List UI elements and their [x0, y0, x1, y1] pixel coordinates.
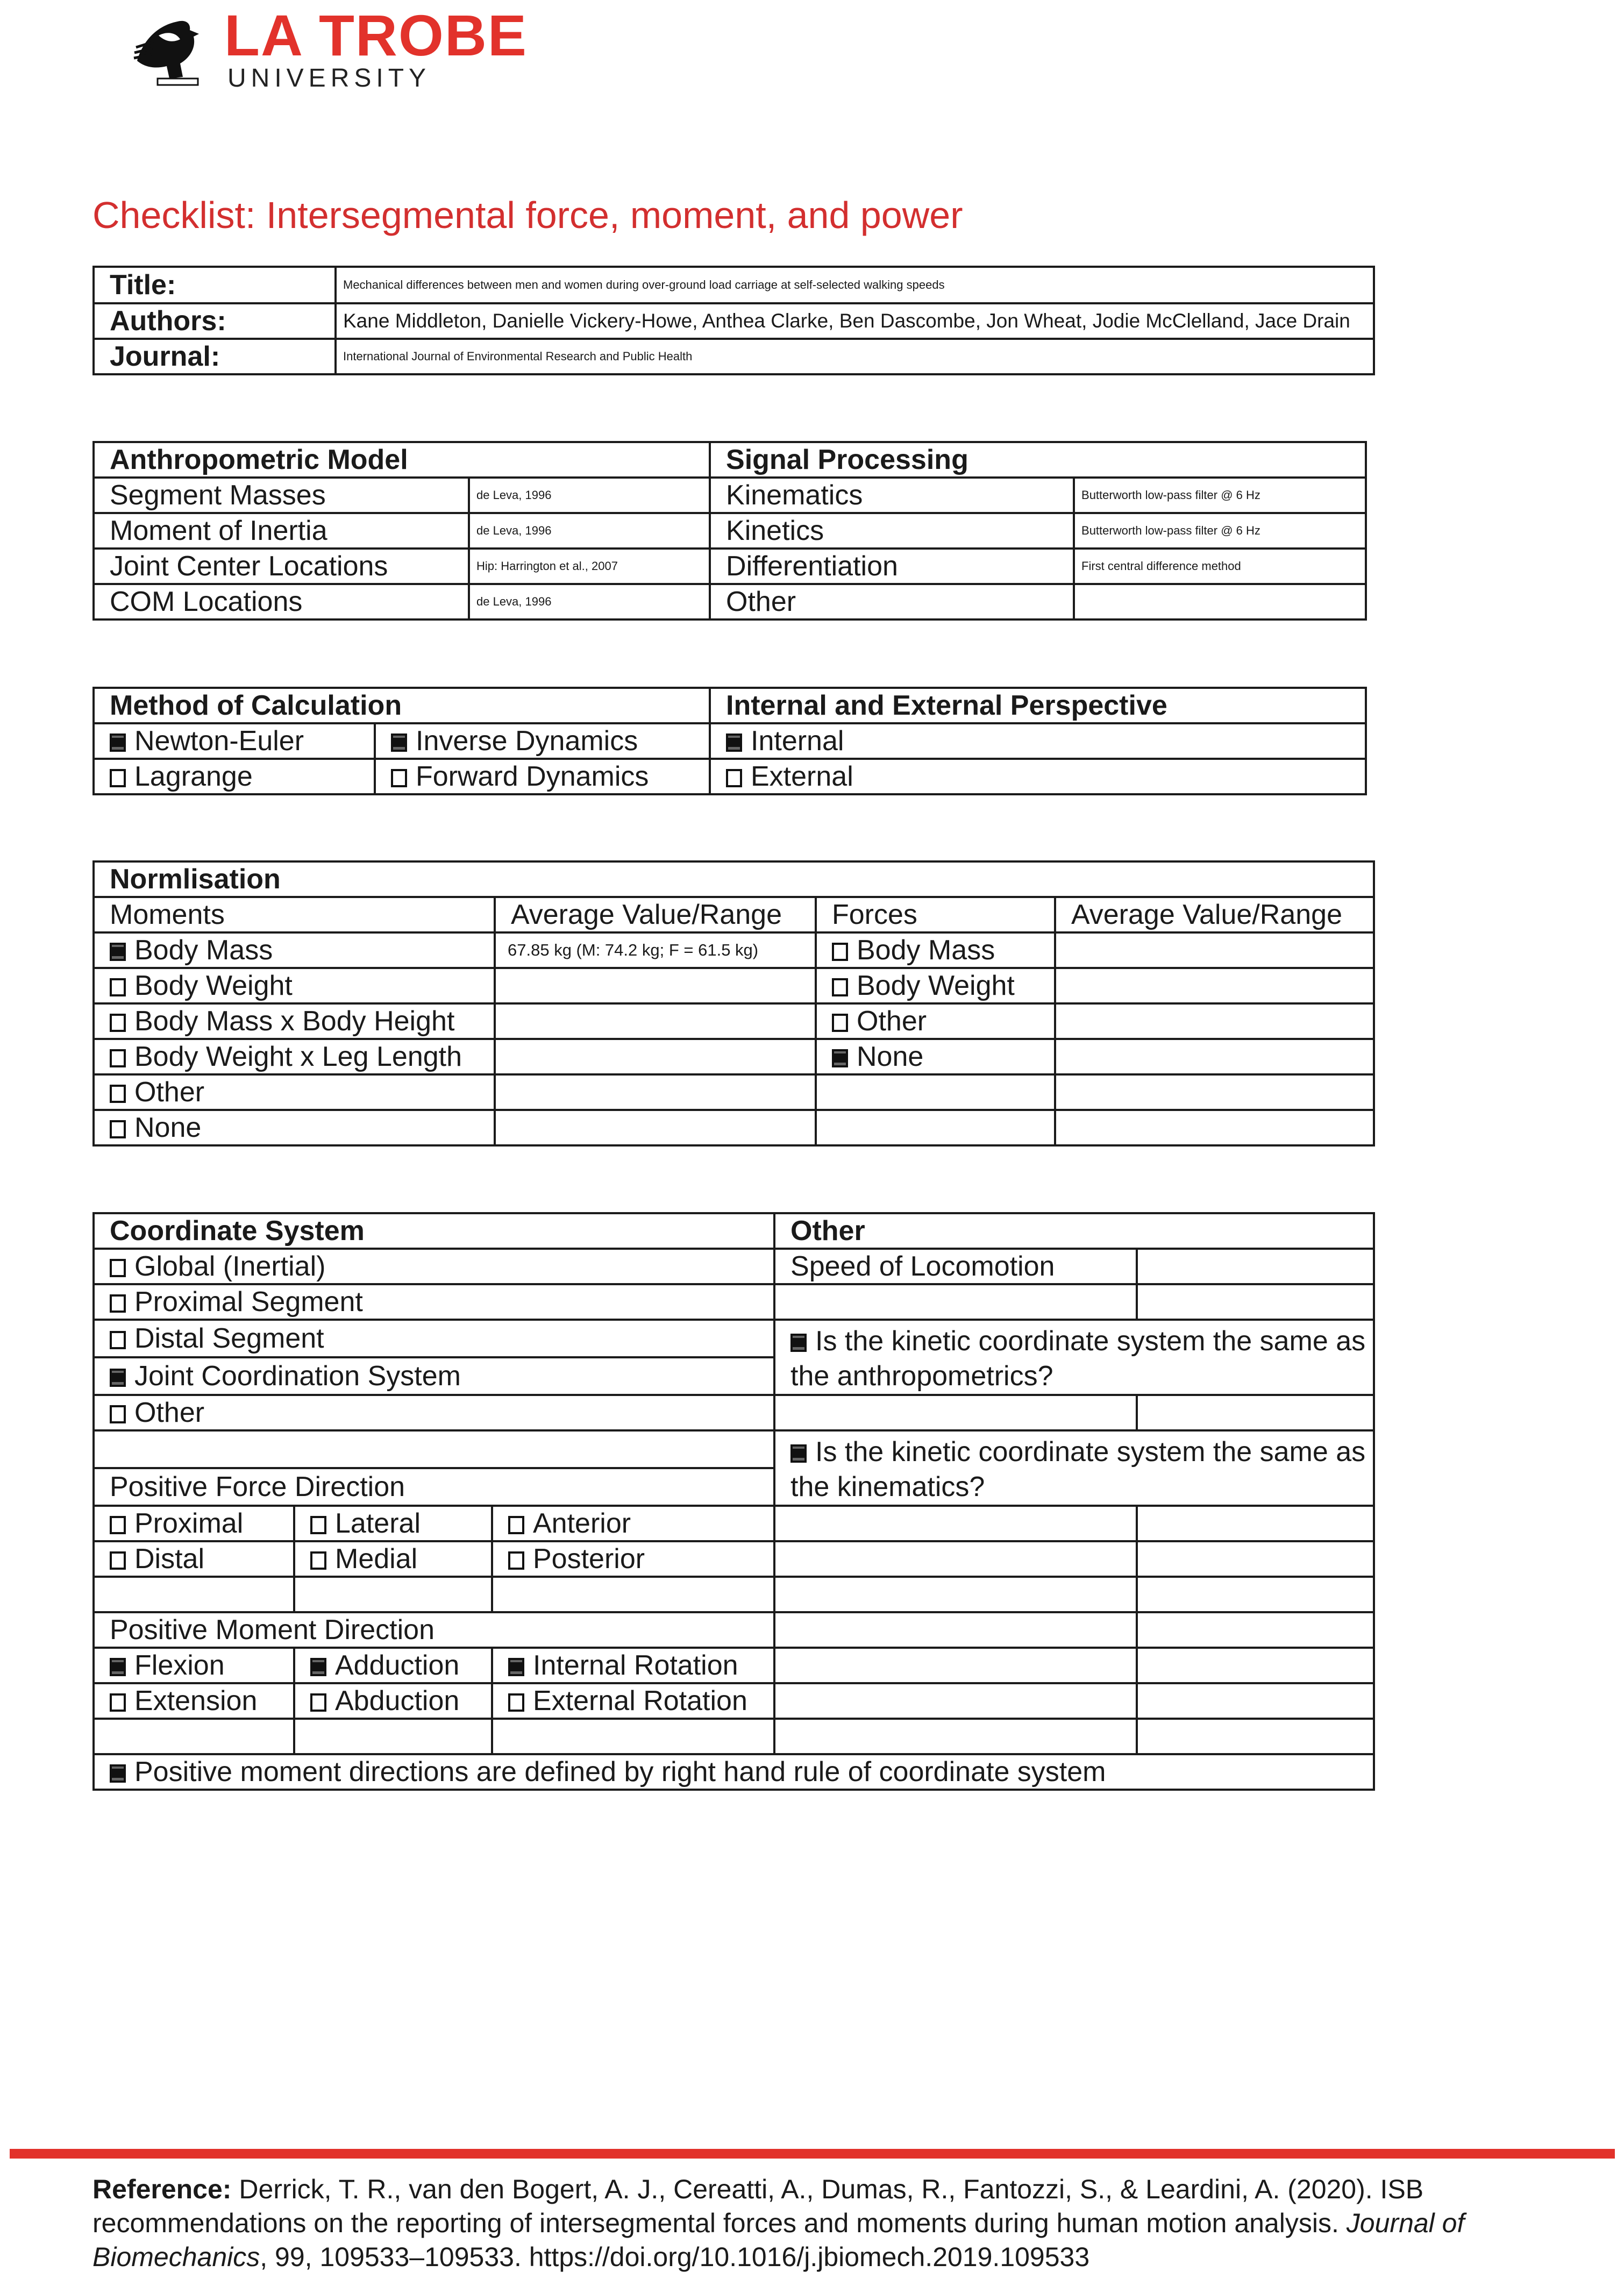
forward-dynamics-option[interactable]: Forward Dynamics [375, 759, 710, 794]
forces-header: Forces [816, 897, 1055, 932]
joint-coordination-option[interactable]: Joint Coordination System [94, 1357, 774, 1395]
checkbox-unchecked-icon[interactable] [110, 978, 126, 996]
force-other-value[interactable] [1055, 1003, 1374, 1039]
force-body-weight-option[interactable]: Body Weight [816, 968, 1055, 1003]
checkbox-checked-icon[interactable] [726, 733, 742, 752]
signal-other-label: Other [710, 584, 1074, 619]
checkbox-unchecked-icon[interactable] [110, 1049, 126, 1067]
empty-cell [1137, 1612, 1374, 1648]
force-body-mass-value[interactable] [1055, 932, 1374, 968]
method-header: Method of Calculation [94, 688, 710, 723]
empty-cell [774, 1719, 1137, 1754]
kinetics-value[interactable]: Butterworth low-pass filter @ 6 Hz [1074, 513, 1366, 549]
reference-journal: Journal of Biomechanics [92, 2208, 1465, 2272]
moment-weight-leg-option[interactable]: Body Weight x Leg Length [94, 1039, 495, 1074]
empty-cell [1137, 1284, 1374, 1320]
method-perspective-table [92, 687, 1367, 795]
checkbox-unchecked-icon[interactable] [110, 1405, 126, 1423]
checkbox-unchecked-icon[interactable] [508, 1551, 524, 1570]
force-lateral-option[interactable]: Lateral [294, 1506, 492, 1541]
checkbox-unchecked-icon[interactable] [832, 943, 848, 961]
moments-header: Moments [94, 897, 495, 932]
com-locations-label: COM Locations [94, 584, 469, 619]
internal-rotation-option[interactable]: Internal Rotation [492, 1648, 774, 1683]
moment-body-mass-value[interactable]: 67.85 kg (M: 74.2 kg; F = 61.5 kg) [495, 932, 816, 968]
checkbox-checked-icon[interactable] [310, 1658, 326, 1676]
reference-citation [92, 2173, 1544, 2274]
checkbox-checked-icon[interactable] [391, 733, 407, 752]
kinetic-kinematics-question[interactable]: Is the kinetic coordinate system the same as the kinematics? [774, 1430, 1374, 1506]
other-header: Other [774, 1213, 1374, 1249]
moment-direction-label: Positive Moment Direction [94, 1612, 774, 1648]
joint-center-label: Joint Center Locations [94, 549, 469, 584]
page-title: Checklist: Intersegmental force, moment, and power [92, 194, 963, 236]
moment-other-option[interactable]: Other [94, 1074, 495, 1110]
moment-none-option[interactable]: None [94, 1110, 495, 1145]
global-inertial-option[interactable]: Global (Inertial) [94, 1249, 774, 1284]
external-rotation-option[interactable]: External Rotation [492, 1683, 774, 1719]
checkbox-unchecked-icon[interactable] [508, 1516, 524, 1534]
checkbox-checked-icon[interactable] [110, 1764, 126, 1783]
checkbox-unchecked-icon[interactable] [391, 769, 407, 787]
empty-cell [774, 1577, 1137, 1612]
force-distal-option[interactable]: Distal [94, 1541, 294, 1577]
empty-cell [774, 1683, 1137, 1719]
kinetics-label: Kinetics [710, 513, 1074, 549]
title-value[interactable]: Mechanical differences between men and women during over-ground load carriage at self-selected walking speeds [336, 267, 1374, 303]
checkbox-unchecked-icon[interactable] [110, 1331, 126, 1349]
kinematics-value[interactable]: Butterworth low-pass filter @ 6 Hz [1074, 478, 1366, 513]
empty-cell [94, 1430, 774, 1468]
reference-label: Reference: [92, 2174, 232, 2204]
empty-cell [1055, 1110, 1374, 1145]
checkbox-unchecked-icon[interactable] [110, 1516, 126, 1534]
empty-cell [492, 1719, 774, 1754]
moment-none-value[interactable] [495, 1110, 816, 1145]
right-hand-rule-option[interactable]: Positive moment directions are defined by right hand rule of coordinate system [94, 1754, 1374, 1790]
checkbox-checked-icon[interactable] [110, 943, 126, 961]
differentiation-value[interactable]: First central difference method [1074, 549, 1366, 584]
com-locations-value[interactable]: de Leva, 1996 [469, 584, 710, 619]
inverse-dynamics-option[interactable]: Inverse Dynamics [375, 723, 710, 759]
empty-cell [816, 1074, 1055, 1110]
normalisation-table [92, 860, 1375, 1146]
reference-details[interactable]: , 99, 109533–109533. https://doi.org/10.1016/j.jbiomech.2019.109533 [260, 2242, 1090, 2272]
checkbox-checked-icon[interactable] [832, 1049, 848, 1067]
force-body-mass-option[interactable]: Body Mass [816, 932, 1055, 968]
empty-cell [1137, 1577, 1374, 1612]
speed-label: Speed of Locomotion [774, 1249, 1137, 1284]
external-option[interactable]: External [710, 759, 1366, 794]
joint-center-value[interactable]: Hip: Harrington et al., 2007 [469, 549, 710, 584]
empty-cell [1137, 1683, 1374, 1719]
force-posterior-option[interactable]: Posterior [492, 1541, 774, 1577]
anthropometric-signal-table [92, 441, 1367, 621]
moment-body-weight-option[interactable]: Body Weight [94, 968, 495, 1003]
empty-cell [1137, 1719, 1374, 1754]
kinematics-label: Kinematics [710, 478, 1074, 513]
anthropometric-header: Anthropometric Model [94, 442, 710, 478]
force-other-option[interactable]: Other [816, 1003, 1055, 1039]
checkbox-unchecked-icon[interactable] [508, 1693, 524, 1712]
checkbox-unchecked-icon[interactable] [832, 1014, 848, 1032]
footer-divider [10, 2149, 1615, 2159]
empty-cell [774, 1506, 1137, 1541]
empty-cell [294, 1577, 492, 1612]
checkbox-unchecked-icon[interactable] [726, 769, 742, 787]
empty-cell [1137, 1648, 1374, 1683]
checkbox-unchecked-icon[interactable] [110, 1085, 126, 1103]
coordinate-header: Coordinate System [94, 1213, 774, 1249]
moment-mass-height-option[interactable]: Body Mass x Body Height [94, 1003, 495, 1039]
extension-option[interactable]: Extension [94, 1683, 294, 1719]
force-anterior-option[interactable]: Anterior [492, 1506, 774, 1541]
proximal-segment-option[interactable]: Proximal Segment [94, 1284, 774, 1320]
normalisation-header: Normlisation [94, 861, 1374, 897]
empty-cell [94, 1719, 294, 1754]
checkbox-unchecked-icon[interactable] [110, 1120, 126, 1138]
moment-of-inertia-label: Moment of Inertia [94, 513, 469, 549]
checkbox-unchecked-icon[interactable] [110, 1014, 126, 1032]
empty-cell [1137, 1541, 1374, 1577]
adduction-option[interactable]: Adduction [294, 1648, 492, 1683]
force-none-option[interactable]: None [816, 1039, 1055, 1074]
forces-value-header: Average Value/Range [1055, 897, 1374, 932]
empty-cell [1055, 1074, 1374, 1110]
coordinate-other-table [92, 1212, 1375, 1791]
checkbox-checked-icon[interactable] [110, 1658, 126, 1676]
signal-other-value[interactable] [1074, 584, 1366, 619]
checkbox-unchecked-icon[interactable] [110, 1693, 126, 1712]
abduction-option[interactable]: Abduction [294, 1683, 492, 1719]
checkbox-unchecked-icon[interactable] [110, 1551, 126, 1570]
empty-cell [774, 1648, 1137, 1683]
logo-subtitle: UNIVERSITY [227, 64, 431, 92]
empty-cell [774, 1541, 1137, 1577]
signal-header: Signal Processing [710, 442, 1366, 478]
force-none-value[interactable] [1055, 1039, 1374, 1074]
moment-body-weight-value[interactable] [495, 968, 816, 1003]
lagrange-option[interactable]: Lagrange [94, 759, 375, 794]
segment-masses-label: Segment Masses [94, 478, 469, 513]
flexion-option[interactable]: Flexion [94, 1648, 294, 1683]
la-trobe-logo [126, 3, 535, 92]
eagle-crest-icon [126, 10, 218, 90]
reference-text: Derrick, T. R., van den Bogert, A. J., Cereatti, A., Dumas, R., Fantozzi, S., & Leardini, A. (2020). ISB recommendations on the reporting of intersegmental forces and moments during human motion analysis. [92, 2174, 1424, 2238]
journal-value[interactable]: International Journal of Environmental Research and Public Health [336, 339, 1374, 374]
moment-of-inertia-value[interactable]: de Leva, 1996 [469, 513, 710, 549]
moment-other-value[interactable] [495, 1074, 816, 1110]
title-label: Title: [94, 267, 336, 303]
checkbox-checked-icon[interactable] [508, 1658, 524, 1676]
perspective-header: Internal and External Perspective [710, 688, 1366, 723]
empty-cell [816, 1110, 1055, 1145]
newton-euler-option[interactable]: Newton-Euler [94, 723, 375, 759]
moments-value-header: Average Value/Range [495, 897, 816, 932]
force-proximal-option[interactable]: Proximal [94, 1506, 294, 1541]
checkbox-unchecked-icon[interactable] [110, 1294, 126, 1313]
internal-option[interactable]: Internal [710, 723, 1366, 759]
segment-masses-value[interactable]: de Leva, 1996 [469, 478, 710, 513]
checkbox-unchecked-icon[interactable] [310, 1551, 326, 1570]
checkbox-checked-icon[interactable] [790, 1334, 807, 1352]
checkbox-unchecked-icon[interactable] [110, 1259, 126, 1277]
authors-value[interactable]: Kane Middleton, Danielle Vickery-Howe, Anthea Clarke, Ben Dascombe, Jon Wheat, Jodie McClelland, Jace Drain [336, 303, 1374, 339]
checkbox-unchecked-icon[interactable] [310, 1693, 326, 1712]
force-medial-option[interactable]: Medial [294, 1541, 492, 1577]
empty-cell [774, 1612, 1137, 1648]
moment-weight-leg-value[interactable] [495, 1039, 816, 1074]
checkbox-unchecked-icon[interactable] [832, 978, 848, 996]
logo-title: LA TROBE [224, 3, 528, 68]
empty-cell [492, 1577, 774, 1612]
journal-label: Journal: [94, 339, 336, 374]
empty-cell [94, 1577, 294, 1612]
force-direction-label: Positive Force Direction [94, 1468, 774, 1506]
checkbox-checked-icon[interactable] [110, 1369, 126, 1387]
empty-cell [1137, 1395, 1374, 1430]
checkbox-checked-icon[interactable] [110, 733, 126, 752]
speed-value[interactable] [1137, 1249, 1374, 1284]
kinetic-anthropometrics-question[interactable]: Is the kinetic coordinate system the same as the anthropometrics? [774, 1320, 1374, 1395]
moment-body-mass-option[interactable]: Body Mass [94, 932, 495, 968]
force-body-weight-value[interactable] [1055, 968, 1374, 1003]
moment-mass-height-value[interactable] [495, 1003, 816, 1039]
empty-cell [1137, 1506, 1374, 1541]
checkbox-unchecked-icon[interactable] [110, 769, 126, 787]
differentiation-label: Differentiation [710, 549, 1074, 584]
authors-label: Authors: [94, 303, 336, 339]
empty-cell [774, 1284, 1137, 1320]
empty-cell [774, 1395, 1137, 1430]
study-info-table [92, 266, 1375, 375]
coordinate-other-option[interactable]: Other [94, 1395, 774, 1430]
empty-cell [294, 1719, 492, 1754]
distal-segment-option[interactable]: Distal Segment [94, 1320, 774, 1357]
checkbox-checked-icon[interactable] [790, 1444, 807, 1463]
checkbox-unchecked-icon[interactable] [310, 1516, 326, 1534]
